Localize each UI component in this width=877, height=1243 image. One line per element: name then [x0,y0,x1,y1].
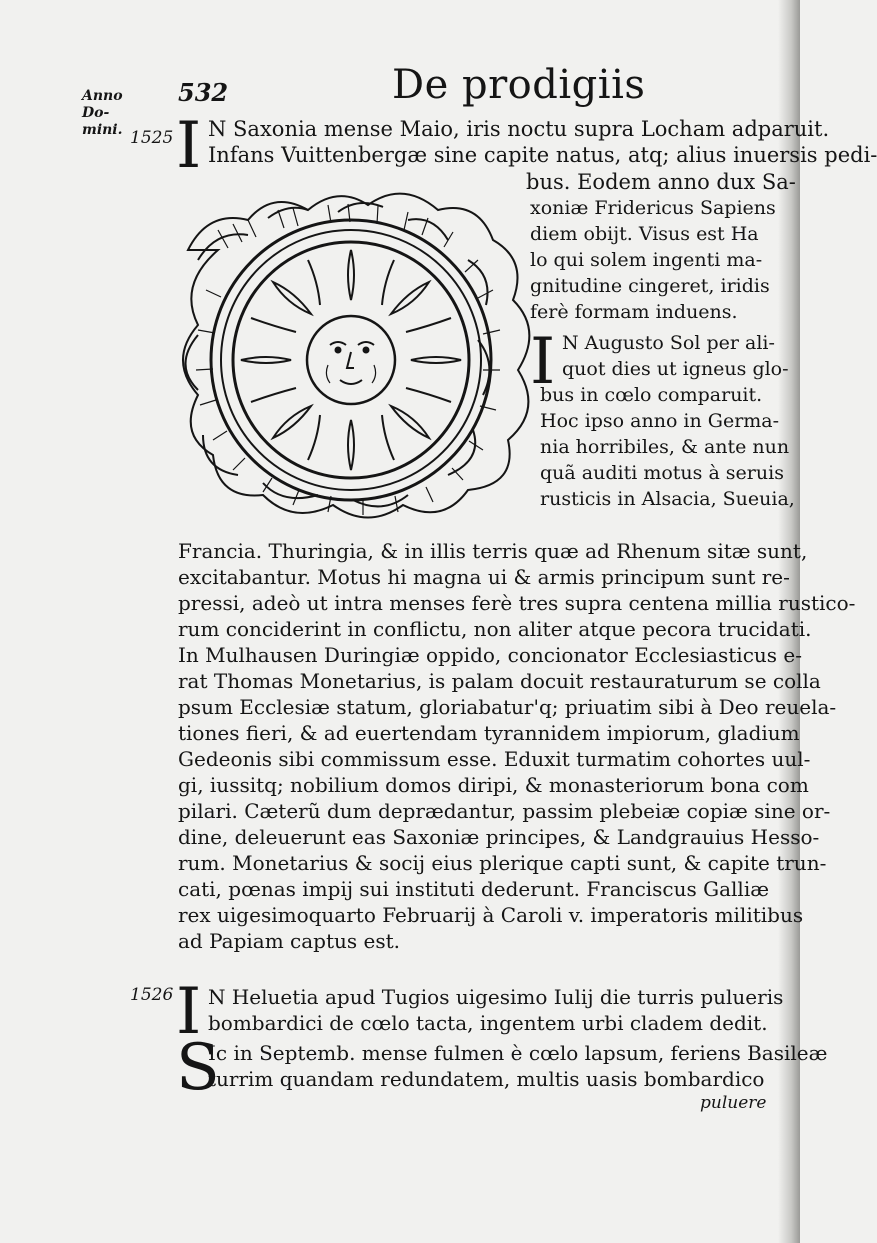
running-head: De prodigiis [392,62,646,108]
text-line-34: Ic in Septemb. mense fulmen è cœlo lapsum, feriens Basileæ [208,1041,828,1065]
text-line-24: Gedeonis sibi commissum esse. Eduxit turmatim cohortes uul- [178,747,811,771]
text-line-15: rusticis in Alsacia, Sueuia, [540,488,795,510]
text-line-23: tiones fieri, & ad euertendam tyrannidem impiorum, gladium [178,721,800,745]
text-line-31: ad Papiam captus est. [178,929,400,953]
text-line-17: excitabantur. Motus hi magna ui & armis principum sunt re- [178,565,790,589]
text-line-25: gi, iussitq; nobilium domos diripi, & monasteriorum bona com [178,773,809,797]
margin-year-1525: 1525 [130,128,174,148]
text-line-1: N Saxonia mense Maio, iris noctu supra Locham adparuit. [208,117,830,141]
text-line-3: bus. Eodem anno dux Sa- [526,170,796,194]
margin-note-line-2: mini. [82,122,123,138]
margin-year-1526: 1526 [130,985,174,1005]
text-line-16: Francia. Thuringia, & in illis terris quæ ad Rhenum sitæ sunt, [178,539,808,563]
text-line-22: psum Ecclesiæ statum, gloriabatur'q; priuatim sibi à Deo reuela- [178,695,837,719]
sun-halo-woodcut [178,190,524,530]
drop-cap-1: I [176,109,202,183]
text-line-14: quã auditi motus à seruis [540,462,784,484]
text-line-6: lo qui solem ingenti ma- [530,249,763,271]
text-line-5: diem obijt. Visus est Ha [530,223,759,245]
text-line-13: nia horribiles, & ante nun [540,436,790,458]
text-line-11: bus in cœlo comparuit. [540,384,763,406]
drop-cap-2: I [530,325,556,399]
text-line-28: rum. Monetarius & socij eius plerique capti sunt, & capite trun- [178,851,827,875]
text-line-29: cati, pœnas impij sui instituti dederunt. Franciscus Galliæ [178,877,770,901]
text-line-10: quot dies ut igneus glo- [562,358,789,380]
text-line-33: bombardici de cœlo tacta, ingentem urbi cladem dedit. [208,1011,768,1035]
text-line-32: N Heluetia apud Tugios uigesimo Iulij die turris pulueris [208,985,784,1009]
text-line-4: xoniæ Fridericus Sapiens [530,197,776,219]
text-line-30: rex uigesimoquarto Februarij à Caroli v. imperatoris militibus [178,903,804,927]
text-line-20: In Mulhausen Duringiæ oppido, concionator Ecclesiasticus e- [178,643,803,667]
text-line-7: gnitudine cingeret, iridis [530,275,770,297]
text-line-18: pressi, adeò ut intra menses ferè tres supra centena millia rustico- [178,591,856,615]
text-line-27: dine, deleuerunt eas Saxoniæ principes, & Landgrauius Hesso- [178,825,820,849]
drop-cap-3: I [176,975,202,1049]
sun-rays [241,250,461,470]
text-line-2: Infans Vuittenbergæ sine capite natus, atq; alius inuersis pedi- [208,143,877,167]
text-line-19: rum conciderint in conflictu, non aliter atque pecora trucidati. [178,617,812,641]
sun-face [307,316,395,404]
text-line-9: N Augusto Sol per ali- [562,332,775,354]
text-line-21: rat Thomas Monetarius, is palam docuit restauraturum se colla [178,669,821,693]
margin-note-line-1: Anno Do- [82,88,123,121]
catchword: puluere [700,1093,767,1113]
text-line-12: Hoc ipso anno in Germa- [540,410,780,432]
text-line-35: turrim quandam redundatem, multis uasis bombardico [208,1067,765,1091]
text-line-26: pilari. Cæterũ dum deprædantur, passim plebeiæ copiæ sine or- [178,799,831,823]
drop-cap-4: S [176,1031,220,1105]
page-number: 532 [178,78,229,107]
text-line-8: ferè formam induens. [530,301,738,323]
